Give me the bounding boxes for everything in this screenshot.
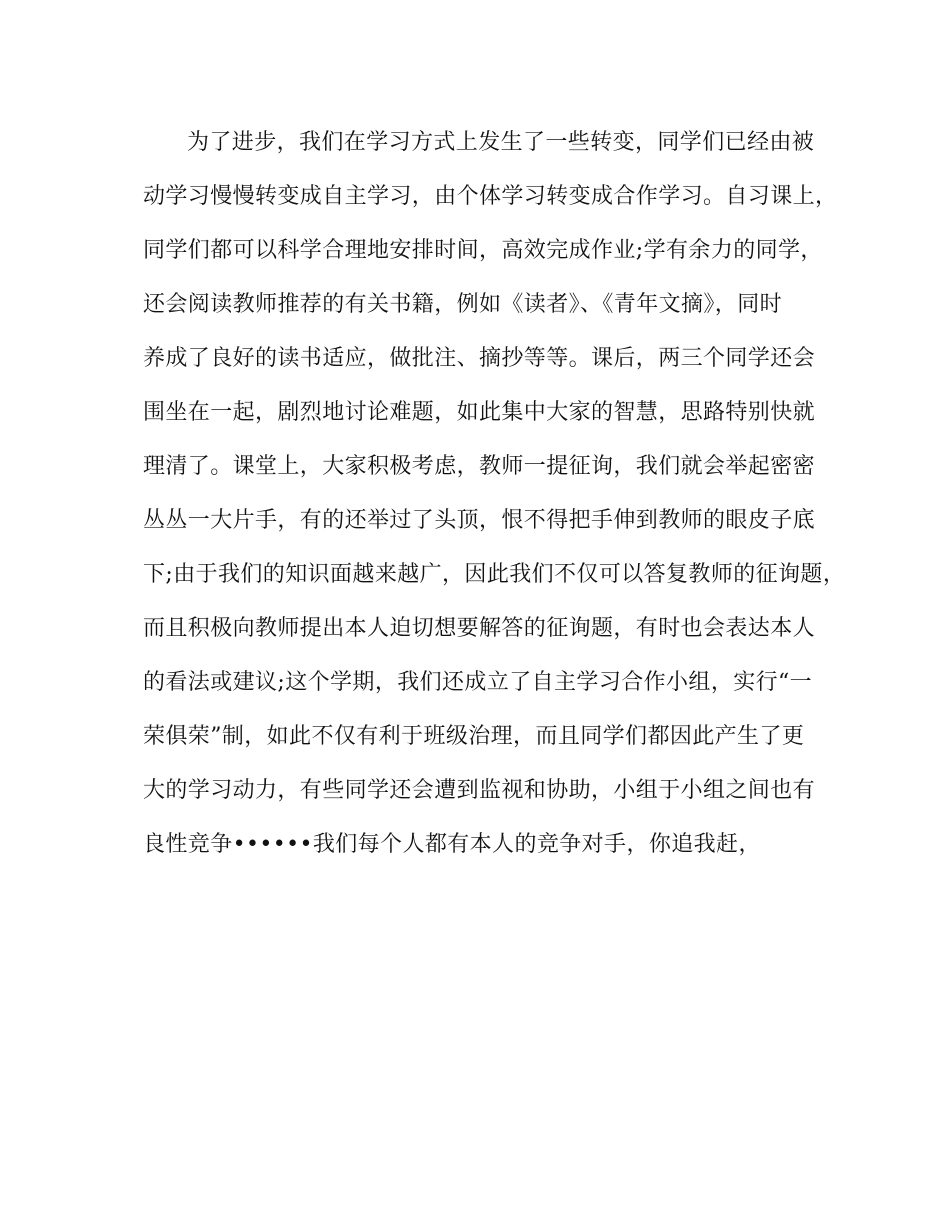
body-paragraph bbox=[143, 125, 846, 881]
text-line: 的看法或建议;这个学期，我们还成立了自主学习合作小组，实行“一 bbox=[143, 670, 813, 695]
text-line: 大的学习动力，有些同学还会遭到监视和协助，小组于小组之间也有 bbox=[143, 778, 816, 803]
text-line: 围坐在一起，剧烈地讨论难题，如此集中大家的智慧，思路特别快就 bbox=[143, 400, 816, 425]
text-line: 同学们都可以科学合理地安排时间，高效完成作业;学有余力的同学， bbox=[143, 238, 823, 263]
text-line: 理清了。课堂上，大家积极考虑，教师一提征询，我们就会举起密密 bbox=[143, 454, 816, 479]
text-line: 而且积极向教师提出本人迫切想要解答的征询题，有时也会表达本人 bbox=[143, 616, 816, 641]
text-line: 养成了良好的读书适应，做批注、摘抄等等。课后，两三个同学还会 bbox=[143, 346, 816, 371]
text-line: 还会阅读教师推荐的有关书籍，例如《读者》、《青年文摘》，同时 bbox=[143, 292, 783, 317]
text-line: 下;由于我们的知识面越来越广，因此我们不仅可以答复教师的征询题， bbox=[143, 562, 846, 587]
text-line: 良性竞争••••••我们每个人都有本人的竞争对手，你追我赶， bbox=[143, 832, 761, 857]
text-line: 为了进步，我们在学习方式上发生了一些转变，同学们已经由被 bbox=[187, 130, 815, 155]
text-line: 丛丛一大片手，有的还举过了头顶，恨不得把手伸到教师的眼皮子底 bbox=[143, 508, 816, 533]
text-line: 荣俱荣”制，如此不仅有利于班级治理，而且同学们都因此产生了更 bbox=[143, 724, 805, 749]
text-line: 动学习慢慢转变成自主学习，由个体学习转变成合作学习。自习课上， bbox=[143, 184, 838, 209]
